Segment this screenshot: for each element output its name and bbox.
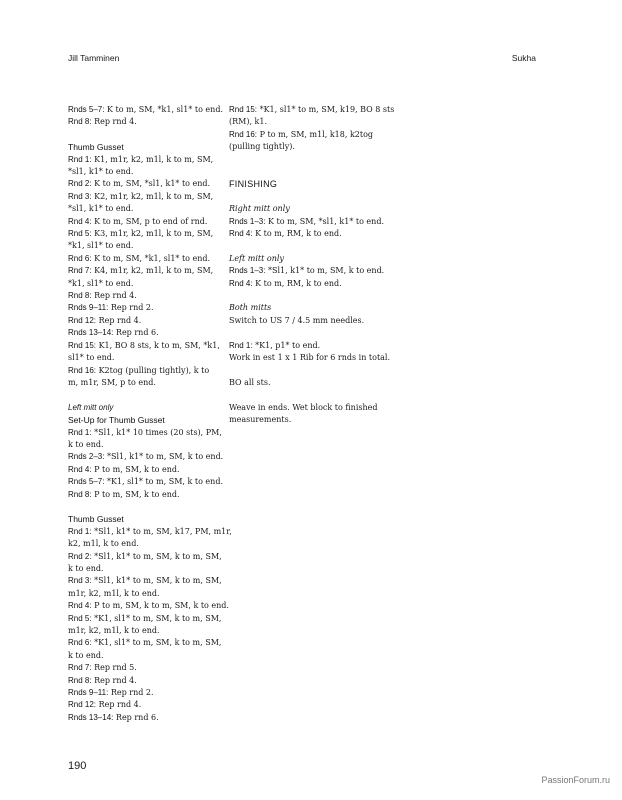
- instruction-line: [229, 228, 389, 240]
- instruction-line: [229, 414, 389, 426]
- round-label: Rnd 8:: [68, 675, 92, 685]
- spacer: [68, 129, 228, 141]
- instruction-line: [68, 489, 228, 501]
- watermark: PassionForum.ru: [541, 775, 610, 785]
- instruction-line: [68, 327, 228, 339]
- spacer: [229, 290, 389, 302]
- page-number: 190: [68, 760, 87, 772]
- round-label: Rnd 4:: [229, 229, 253, 239]
- instruction-line: [68, 228, 228, 240]
- spacer: [229, 240, 389, 252]
- instruction-text: measurements.: [229, 415, 292, 425]
- instruction-line: [229, 278, 389, 290]
- instruction-line: [229, 129, 389, 141]
- instruction-line: [68, 699, 228, 711]
- instruction-line: [68, 265, 228, 277]
- instruction-text: *sl1, k1* to end.: [68, 204, 134, 214]
- instruction-line: [229, 141, 389, 153]
- instruction-line: [68, 675, 228, 687]
- round-label: Rnds 1–3:: [229, 216, 266, 226]
- round-label: Rnds 5–7:: [68, 105, 105, 114]
- instruction-line: [68, 712, 228, 724]
- instruction-text: Rep rnd 6.: [113, 328, 159, 338]
- instruction-line: [68, 464, 228, 476]
- instruction-line: [68, 302, 228, 314]
- instruction-text: Rep rnd 5.: [91, 663, 137, 673]
- round-label: Rnd 15:: [68, 340, 97, 350]
- instruction-text: Rep rnd 6.: [113, 712, 159, 722]
- instruction-text: k to end.: [68, 439, 104, 449]
- instruction-text: P to m, SM, k to end.: [91, 489, 180, 499]
- instruction-text: *K1, sl1* to m, SM, k19, BO 8 sts: [257, 105, 395, 114]
- round-label: Rnd 2:: [68, 179, 92, 189]
- instruction-text: Rep rnd 2.: [108, 688, 154, 698]
- instruction-text: *k1, sl1* to end.: [68, 241, 134, 251]
- instruction-line: [68, 538, 228, 550]
- spacer: [229, 191, 389, 203]
- instruction-text: K3, m1r, k2, m1l, k to m, SM,: [91, 229, 214, 239]
- instruction-line: [68, 116, 228, 128]
- round-label: Rnd 16:: [229, 129, 258, 139]
- instruction-line: [68, 476, 228, 488]
- round-label: Rnd 1:: [68, 526, 92, 536]
- round-label: Rnds 5–7:: [68, 477, 105, 487]
- round-label: Rnd 5:: [68, 229, 92, 239]
- instruction-line: [68, 278, 228, 290]
- spacer: [229, 389, 389, 401]
- instruction-text: BO all sts.: [229, 377, 271, 387]
- round-label: Rnd 4:: [68, 464, 92, 474]
- instruction-line: [68, 290, 228, 302]
- instruction-text: *K1, sl1* to m, SM, k to m, SM,: [91, 638, 222, 648]
- round-label: Rnds 13–14:: [68, 712, 114, 722]
- instruction-line: [68, 588, 228, 600]
- instruction-line: [229, 377, 389, 389]
- round-label: Rnd 12:: [68, 700, 97, 710]
- instruction-text: *K1, p1* to end.: [252, 340, 321, 350]
- running-header-title: Sukha: [511, 53, 536, 63]
- round-label: Rnd 3:: [68, 191, 92, 201]
- instruction-text: Rep rnd 4.: [91, 117, 137, 127]
- instruction-text: K to m, SM, *k1, sl1* to end.: [104, 105, 223, 114]
- instruction-line: [68, 154, 228, 166]
- italic-subheading: Both mitts: [229, 303, 272, 313]
- instruction-text: K to m, RM, k to end.: [252, 278, 342, 288]
- instruction-line: [68, 216, 228, 228]
- round-label: Rnd 12:: [68, 315, 97, 325]
- round-label: Rnds 9–11:: [68, 303, 109, 313]
- section-heading: Thumb Gusset: [68, 142, 124, 153]
- instruction-text: K to m, SM, *sl1, k1* to end.: [265, 216, 384, 226]
- spacer: [229, 154, 389, 166]
- instruction-text: sl1* to end.: [68, 353, 115, 363]
- instruction-text: m1r, k2, m1l, k to end.: [68, 626, 160, 636]
- instruction-text: K1, m1r, k2, m1l, k to m, SM,: [91, 154, 214, 164]
- instruction-text: Switch to US 7 / 4.5 mm needles.: [229, 315, 365, 325]
- instruction-line: [68, 104, 228, 116]
- instruction-line: [229, 352, 389, 364]
- right-column: [229, 104, 395, 426]
- instruction-text: Work in est 1 x 1 Rib for 6 rnds in total.: [229, 353, 391, 363]
- instruction-text: Rep rnd 4.: [91, 675, 137, 685]
- round-label: Rnd 7:: [68, 663, 92, 673]
- round-label: Rnd 15:: [229, 105, 258, 114]
- instruction-line: [68, 637, 228, 649]
- instruction-text: P to m, SM, m1l, k18, k2tog: [257, 129, 374, 139]
- round-label: Rnd 1:: [229, 340, 253, 350]
- spacer: [68, 501, 228, 513]
- round-label: Rnd 2:: [68, 551, 92, 561]
- instruction-line: [68, 662, 228, 674]
- instruction-text: Rep rnd 4.: [96, 700, 142, 710]
- instruction-text: K to m, RM, k to end.: [252, 229, 342, 239]
- instruction-text: P to m, SM, k to end.: [91, 464, 180, 474]
- instruction-text: k to end.: [68, 650, 104, 660]
- round-label: Rnd 6:: [68, 253, 92, 263]
- instruction-text: Rep rnd 2.: [108, 303, 154, 313]
- instruction-text: K to m, SM, *sl1, k1* to end.: [91, 179, 211, 189]
- instruction-text: *sl1, k1* to end.: [68, 167, 134, 177]
- instruction-text: *Sl1, k1* to m, SM, k to end.: [104, 452, 224, 462]
- round-label: Rnd 4:: [68, 216, 92, 226]
- round-label: Rnd 4:: [68, 601, 92, 611]
- instruction-text: K to m, SM, p to end of rnd.: [91, 216, 208, 226]
- italic-subheading: Left mitt only: [229, 253, 284, 263]
- instruction-text: m, m1r, SM, p to end.: [68, 377, 156, 387]
- spacer: [229, 166, 389, 178]
- instruction-line: [68, 613, 228, 625]
- instruction-text: m1r, k2, m1l, k to end.: [68, 588, 160, 598]
- instruction-line: [68, 575, 228, 587]
- instruction-line: [68, 240, 228, 252]
- spacer: [229, 327, 389, 339]
- round-label: Rnd 7:: [68, 266, 92, 276]
- instruction-line: [68, 352, 228, 364]
- spacer: [68, 389, 228, 401]
- round-label: Rnds 1–3:: [229, 266, 266, 276]
- instruction-line: [229, 116, 389, 128]
- instruction-line: [68, 625, 228, 637]
- instruction-line: [68, 526, 232, 538]
- instruction-line: [68, 687, 228, 699]
- instruction-text: *K1, sl1* to m, SM, k to m, SM,: [91, 613, 222, 623]
- instruction-line: [68, 563, 228, 575]
- instruction-text: Rep rnd 4.: [96, 315, 142, 325]
- round-label: Rnd 8:: [68, 117, 92, 127]
- round-label: Rnd 4:: [229, 278, 253, 288]
- section-heading: Set-Up for Thumb Gusset: [68, 415, 165, 426]
- instruction-text: K4, m1r, k2, m1l, k to m, SM,: [91, 266, 214, 276]
- round-label: Rnd 1:: [68, 427, 92, 437]
- instruction-line: [68, 427, 228, 439]
- instruction-line: [229, 104, 395, 116]
- round-label: Rnd 1:: [68, 154, 92, 164]
- section-title: FINISHING: [229, 179, 278, 190]
- instruction-line: [68, 253, 228, 265]
- instruction-line: [68, 203, 228, 215]
- round-label: Rnd 16:: [68, 365, 97, 375]
- instruction-line: [68, 365, 228, 377]
- instruction-line: [68, 551, 228, 563]
- instruction-text: *Sl1, k1* 10 times (20 sts), PM,: [91, 427, 222, 437]
- instruction-line: [68, 166, 228, 178]
- instruction-line: [68, 451, 228, 463]
- instruction-text: P to m, SM, k to m, SM, k to end.: [91, 601, 229, 611]
- subheading: Left mitt only: [68, 402, 114, 412]
- round-label: Rnds 2–3:: [68, 452, 105, 462]
- instruction-text: *K1, sl1* to m, SM, k to end.: [104, 477, 223, 487]
- instruction-text: K2, m1r, k2, m1l, k to m, SM,: [91, 191, 214, 201]
- instruction-text: Rep rnd 4.: [91, 291, 137, 301]
- instruction-text: (RM), k1.: [229, 117, 268, 127]
- round-label: Rnd 8:: [68, 489, 92, 499]
- instruction-text: *k1, sl1* to end.: [68, 278, 134, 288]
- instruction-text: *Sl1, k1* to m, SM, k17, PM, m1r,: [91, 526, 232, 536]
- round-label: Rnds 9–11:: [68, 688, 109, 698]
- instruction-line: [68, 191, 228, 203]
- instruction-text: K2tog (pulling tightly), k to: [96, 365, 210, 375]
- instruction-text: Weave in ends. Wet block to finished: [229, 402, 378, 412]
- instruction-line: [68, 600, 228, 612]
- instruction-text: *Sl1, k1* to m, SM, k to m, SM,: [91, 551, 222, 561]
- instruction-line: [68, 377, 228, 389]
- instruction-line: [68, 340, 228, 352]
- instruction-text: K to m, SM, *k1, sl1* to end.: [91, 253, 211, 263]
- italic-subheading: Right mitt only: [229, 204, 290, 214]
- instruction-line: [229, 265, 389, 277]
- spacer: [229, 364, 389, 376]
- round-label: Rnd 8:: [68, 291, 92, 301]
- instruction-text: *Sl1, k1* to m, SM, k to end.: [265, 266, 385, 276]
- round-label: Rnd 6:: [68, 638, 92, 648]
- instruction-line: [68, 650, 228, 662]
- instruction-text: k2, m1l, k to end.: [68, 539, 139, 549]
- round-label: Rnd 5:: [68, 613, 92, 623]
- instruction-line: [68, 439, 228, 451]
- instruction-text: (pulling tightly).: [229, 142, 295, 152]
- instruction-line: [68, 315, 228, 327]
- instruction-line: [229, 216, 389, 228]
- running-header-author: Jill Tamminen: [68, 53, 120, 63]
- round-label: Rnds 13–14:: [68, 328, 114, 338]
- round-label: Rnd 3:: [68, 576, 92, 586]
- instruction-line: [229, 315, 389, 327]
- instruction-text: K1, BO 8 sts, k to m, SM, *k1,: [96, 340, 220, 350]
- instruction-text: k to end.: [68, 563, 104, 573]
- instruction-line: [68, 178, 228, 190]
- left-column: [68, 104, 232, 724]
- instruction-line: [229, 340, 389, 352]
- instruction-line: [229, 402, 389, 414]
- section-heading: Thumb Gusset: [68, 514, 124, 525]
- instruction-text: *Sl1, k1* to m, SM, k to m, SM,: [91, 576, 222, 586]
